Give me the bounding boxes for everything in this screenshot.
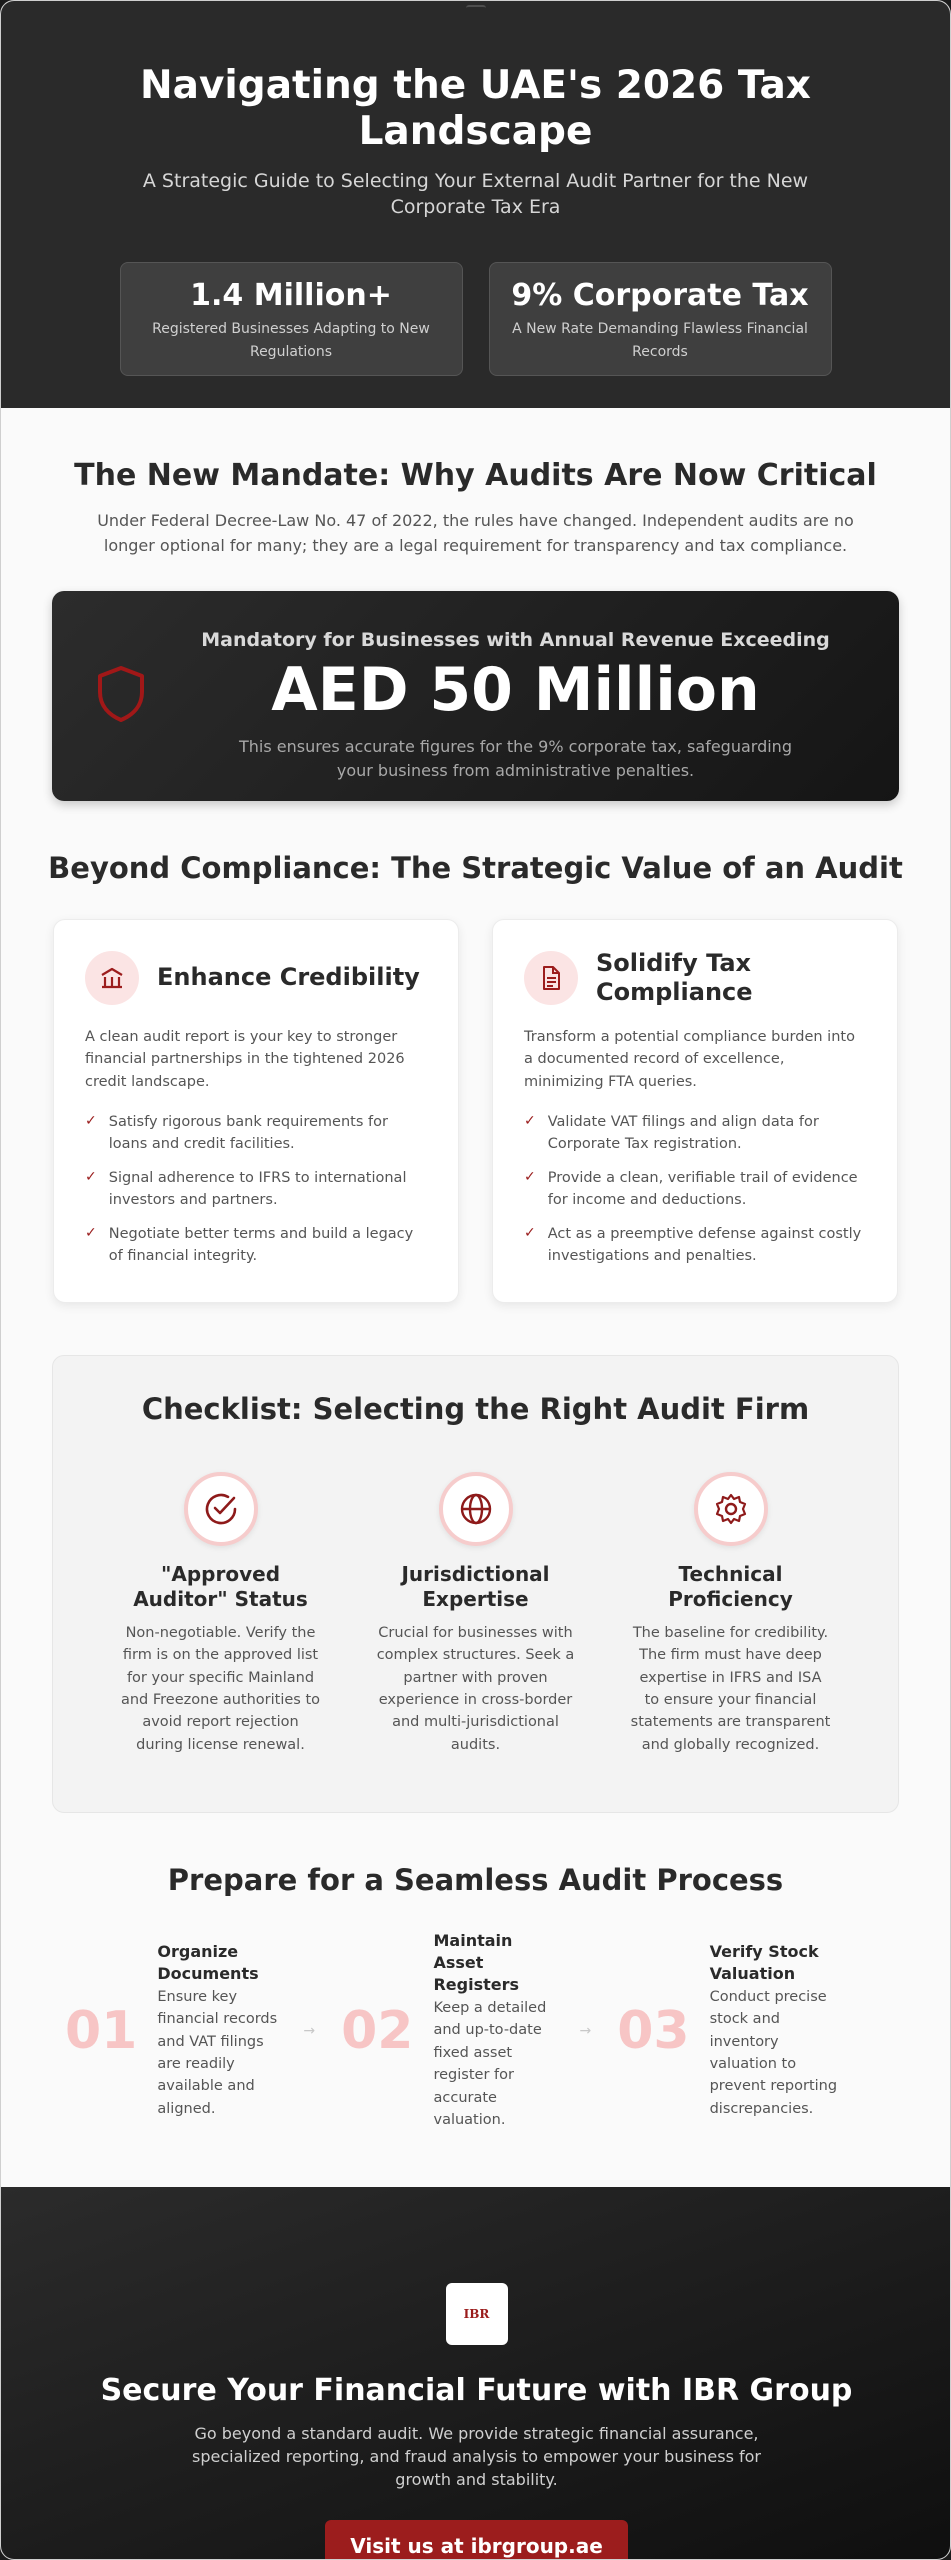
ibr-logo	[446, 2283, 508, 2345]
card-points	[85, 1111, 428, 1268]
list-item	[524, 1167, 867, 1212]
criteria-row	[53, 1472, 898, 1757]
stat-label: A New Rate Demanding Flawless Financial Records	[512, 321, 808, 360]
criterion-title: Jurisdictional Expertise	[401, 1561, 550, 1611]
check-icon: ✓	[85, 1168, 97, 1185]
visit-website-button[interactable]: Visit us at ibrgroup.ae	[325, 2520, 628, 2560]
step-text	[433, 1930, 561, 2132]
footer-cta-section	[1, 2187, 951, 2560]
point-text: Validate VAT filings and align data for Corporate Tax registration.	[547, 1114, 819, 1153]
checklist-title: Checklist: Selecting the Right Audit Firm	[141, 1391, 810, 1426]
stat-value: 1.4 Million+	[190, 278, 392, 314]
strategic-value-title: Beyond Compliance: The Strategic Value of an Audit	[48, 850, 903, 885]
hero-subtitle: A Strategic Guide to Selecting Your External Audit Partner for the New Corporate Tax Era	[142, 170, 809, 218]
step-desc: Conduct precise stock and inventory valuation to prevent reporting discrepancies.	[709, 1988, 838, 2117]
stat-label: Registered Businesses Adapting to New Regulations	[152, 321, 430, 360]
revenue-threshold-banner	[52, 591, 899, 801]
threshold-kicker: Mandatory for Businesses with Annual Revenue Exceeding	[201, 628, 830, 651]
shield-icon	[96, 665, 146, 723]
card-points	[524, 1111, 867, 1268]
criterion-title: Technical Proficiency	[668, 1561, 793, 1611]
card-solidify-tax-compliance	[492, 919, 898, 1303]
checklist-section	[52, 1355, 899, 1813]
step-number: 03	[617, 2000, 690, 2061]
card-header	[524, 950, 867, 1006]
process-steps	[1, 1931, 950, 2131]
document-icon	[524, 951, 578, 1005]
card-title: Solidify Tax Compliance	[596, 948, 753, 1006]
prepare-title: Prepare for a Seamless Audit Process	[167, 1862, 784, 1897]
step-title: Verify Stock Valuation	[709, 1941, 819, 1984]
step-title: Maintain Asset Registers	[433, 1930, 520, 1995]
mandate-title: The New Mandate: Why Audits Are Now Critical	[74, 458, 877, 493]
check-icon: ✓	[524, 1224, 536, 1241]
stat-value: 9% Corporate Tax	[511, 278, 809, 314]
point-text: Satisfy rigorous bank requirements for loans and credit facilities.	[108, 1114, 388, 1153]
mandate-section	[1, 408, 950, 801]
step-text	[710, 1941, 838, 2121]
list-item	[85, 1111, 428, 1156]
step-title: Organize Documents	[157, 1941, 259, 1984]
list-item	[524, 1111, 867, 1156]
hero-title: Navigating the UAE's 2026 Tax Landscape	[140, 63, 811, 155]
step-desc: Ensure key financial records and VAT filings are readily available and aligned.	[157, 1988, 278, 2117]
logo-text: IBR	[463, 2307, 490, 2321]
step-number: 01	[65, 2000, 138, 2061]
check-circle-icon	[184, 1472, 258, 1546]
list-item	[85, 1223, 428, 1268]
check-icon: ✓	[524, 1113, 536, 1129]
footer-text: Go beyond a standard audit. We provide strategic financial assurance, specialized reporting, and fraud analysis to empower your business for growth and stability.	[192, 2424, 761, 2490]
step-text	[157, 1941, 285, 2121]
prepare-section	[1, 1813, 950, 2131]
criterion-desc: The baseline for credibility. The firm must have deep expertise in IFRS and ISA to ensure your financial statements are transparent and globally recognized.	[630, 1624, 831, 1753]
criterion-desc: Non-negotiable. Verify the firm is on the approved list for your specific Mainland and Freezone authorities to avoid report rejection during license renewal.	[120, 1624, 321, 1753]
threshold-amount: AED 50 Million	[271, 654, 760, 725]
mandate-intro: Under Federal Decree-Law No. 47 of 2022, the rules have changed. Independent audits are no longer optional for many; they are a legal requirement for transparency and tax compliance.	[97, 511, 854, 555]
card-description: Transform a potential compliance burden into a documented record of excellence, minimizing FTA queries.	[524, 1028, 855, 1090]
hero-section	[1, 1, 950, 408]
stats-row	[1, 262, 950, 376]
check-icon: ✓	[85, 1224, 97, 1241]
criterion-desc: Crucial for businesses with complex structures. Seek a partner with proven experience in cross-border and multi-jurisdictional audits.	[376, 1624, 575, 1753]
globe-icon	[439, 1472, 513, 1546]
bank-icon	[85, 951, 139, 1005]
criterion-jurisdictional-expertise	[376, 1472, 576, 1757]
card-header	[85, 950, 428, 1006]
card-description: A clean audit report is your key to stronger financial partnerships in the tightened 2026 credit landscape.	[85, 1028, 405, 1090]
step-maintain-asset-registers	[341, 1930, 561, 2132]
step-organize-documents	[65, 1941, 285, 2121]
point-text: Act as a preemptive defense against costly investigations and penalties.	[547, 1225, 862, 1265]
point-text: Provide a clean, verifiable trail of evidence for income and deductions.	[547, 1169, 858, 1209]
stat-card-businesses	[120, 262, 463, 376]
point-text: Signal adherence to IFRS to international investors and partners.	[108, 1169, 407, 1209]
step-verify-stock-valuation	[617, 1941, 837, 2121]
step-desc: Keep a detailed and up-to-date fixed asset register for accurate valuation.	[433, 1999, 547, 2129]
window-notch	[466, 5, 486, 11]
card-enhance-credibility	[53, 919, 459, 1303]
check-icon: ✓	[524, 1168, 536, 1185]
criterion-technical-proficiency	[631, 1472, 831, 1757]
footer-title: Secure Your Financial Future with IBR Group	[100, 2373, 853, 2408]
arrow-right-icon: →	[303, 2022, 316, 2039]
step-number: 02	[341, 2000, 414, 2061]
strategic-value-section	[1, 801, 950, 1303]
criterion-approved-auditor	[121, 1472, 321, 1757]
check-icon: ✓	[85, 1113, 97, 1129]
list-item	[524, 1223, 867, 1268]
list-item	[85, 1167, 428, 1212]
stat-card-tax-rate	[489, 262, 832, 376]
threshold-note: This ensures accurate figures for the 9% corporate tax, safeguarding your business from administrative penalties.	[239, 736, 792, 780]
card-title: Enhance Credibility	[157, 963, 420, 992]
point-text: Negotiate better terms and build a legacy of financial integrity.	[108, 1225, 414, 1265]
gear-icon	[694, 1472, 768, 1546]
arrow-right-icon: →	[579, 2022, 592, 2039]
criterion-title: "Approved Auditor" Status	[133, 1561, 308, 1611]
value-cards	[1, 919, 950, 1303]
